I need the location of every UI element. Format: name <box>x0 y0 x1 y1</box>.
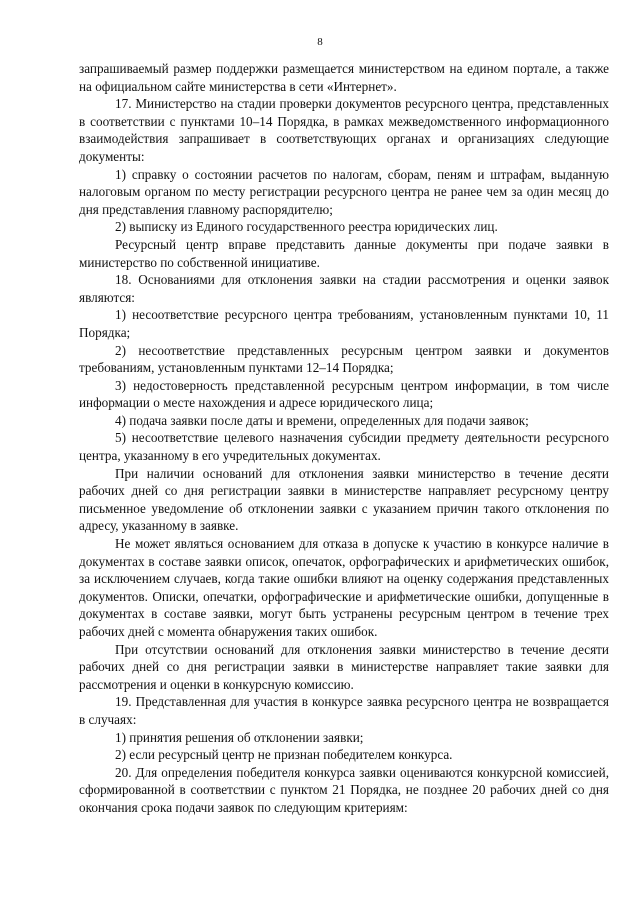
paragraph: 18. Основаниями для отклонения заявки на стадии рассмотрения и оценки заявок являются: <box>79 272 609 305</box>
paragraph: 1) несоответствие ресурсного центра требованиям, установленным пунктами 10, 11 Порядка; <box>79 307 609 340</box>
paragraph: Не может являться основанием для отказа в допуске к участию в конкурсе наличие в документах в составе заявки описок, опечаток, орфографических и арифметических ошибок, за исключением случаев, когда такие ошибки влияют на оценку содержания представленных документов. Описки, опечатки, орфографические и арифметические ошибки, допущенные в документах в составе заявки, могут быть устранены ресурсным центром в течение трех рабочих дней с момента обнаружения таких ошибок. <box>79 536 609 639</box>
paragraph: 2) если ресурсный центр не признан победителем конкурса. <box>115 747 453 763</box>
paragraph: 4) подача заявки после даты и времени, определенных для подачи заявок; <box>115 412 529 428</box>
paragraph: 3) недостоверность представленной ресурсным центром информации, в том числе информации о месте нахождения и адресе юридического лица; <box>79 377 609 411</box>
paragraph: При наличии оснований для отклонения заявки министерство в течение десяти рабочих дней со дня регистрации заявки в министерстве направляет ресурсному центру письменное уведомление об отклонении заявки с указанием причин такого отклонения по адресу, указанному в заявке. <box>79 465 609 534</box>
paragraph: 2) несоответствие представленных ресурсным центром заявки и документов требованиям, установленным пунктами 12–14 Порядка; <box>79 342 609 376</box>
paragraph: запрашиваемый размер поддержки размещается министерством на едином портале, а также на официальном сайте министерства в сети «Интернет». <box>79 61 609 94</box>
paragraph: 1) справку о состоянии расчетов по налогам, сборам, пеням и штрафам, выданную налоговым органом по месту регистрации ресурсного центра не ранее чем за один месяц до дня представления главному распорядителю; <box>79 166 609 217</box>
paragraph: При отсутствии оснований для отклонения заявки министерство в течение десяти рабочих дней со дня регистрации заявки в министерстве направляет такие заявки для рассмотрения и оценки в конкурсную комиссию. <box>79 641 609 692</box>
paragraph: 19. Представленная для участия в конкурсе заявка ресурсного центра не возвращается в случаях: <box>79 694 609 727</box>
paragraph: 1) принятия решения об отклонении заявки; <box>115 729 364 745</box>
paragraph: 20. Для определения победителя конкурса заявки оцениваются конкурсной комиссией, сформированной в соответствии с пунктом 21 Порядка, не позднее 20 рабочих дней со дня окончания срока подачи заявок по следующим критериям: <box>79 764 609 815</box>
paragraph: 17. Министерство на стадии проверки документов ресурсного центра, представленных в соответствии с пунктами 10–14 Порядка, в рамках межведомственного информационного взаимодействия запрашивает в соответствующих органах и организациях следующие документы: <box>79 96 609 164</box>
paragraph: 2) выписку из Единого государственного реестра юридических лиц. <box>115 219 498 235</box>
paragraph: 5) несоответствие целевого назначения субсидии предмету деятельности ресурсного центра, указанному в его учредительных документах. <box>79 430 609 464</box>
document-body <box>79 60 609 817</box>
page-number: 8 <box>317 36 323 48</box>
paragraph: Ресурсный центр вправе представить данные документы при подаче заявки в министерство по собственной инициативе. <box>79 236 609 270</box>
